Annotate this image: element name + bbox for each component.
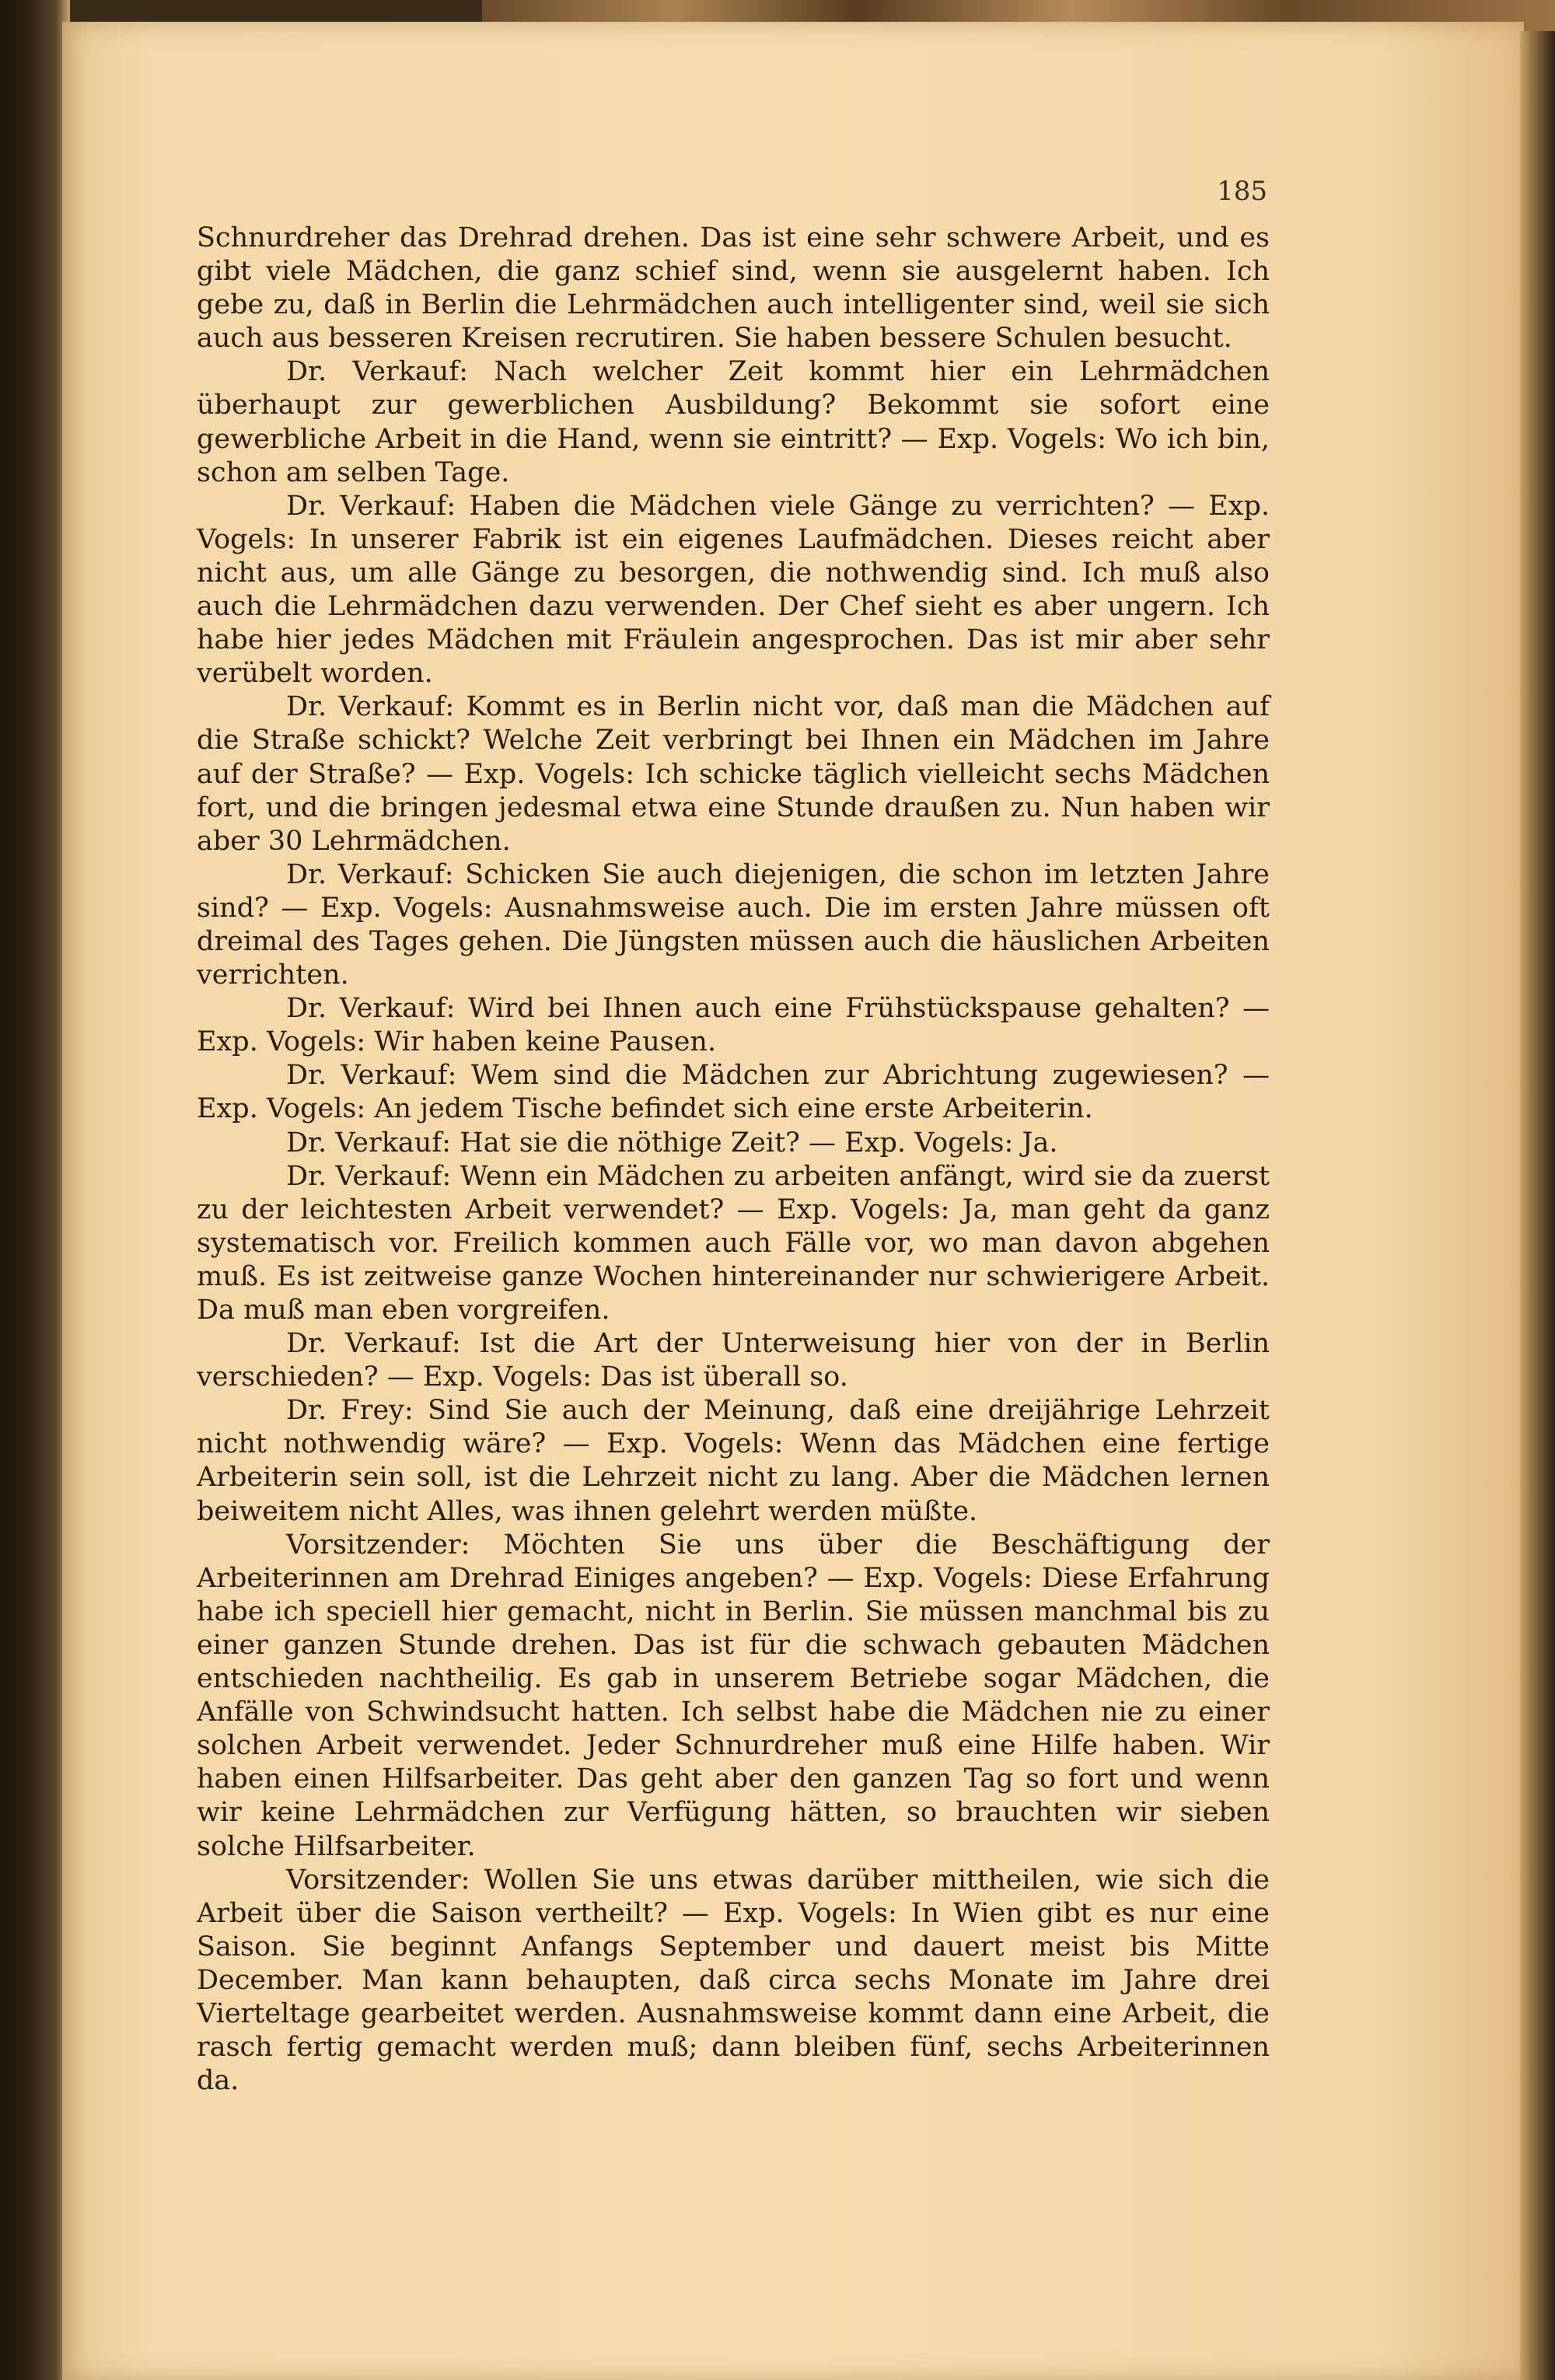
paragraph: Dr. Verkauf: Wenn ein Mädchen zu arbeiten anfängt, wird sie da zuerst zu der leichtesten Arbeit verwendet? — Exp. Vogels: Ja, man geht da ganz systematisch vor. Freilich kommen auch Fälle vor, wo man davon abgehen muß. Es ist zeitweise ganze Wochen hintereinander nur schwierigere Arbeit. Da muß man eben vorgreifen.: [197, 1160, 1270, 1326]
paragraph: Dr. Verkauf: Hat sie die nöthige Zeit? — Exp. Vogels: Ja.: [286, 1127, 1058, 1159]
paragraph: Dr. Verkauf: Haben die Mädchen viele Gänge zu verrichten? — Exp. Vogels: In unserer Fabrik ist ein eigenes Laufmädchen. Dieses reicht aber nicht aus, um alle Gänge zu besorgen, die nothwendig sind. Ich muß also auch die Lehrmädchen dazu verwenden. Der Chef sieht es aber ungern. Ich habe hier jedes Mädchen mit Fräulein angesprochen. Das ist mir aber sehr verübelt worden.: [197, 490, 1270, 690]
paragraph: Vorsitzender: Wollen Sie uns etwas darüber mittheilen, wie sich die Arbeit über die Saison vertheilt? — Exp. Vogels: In Wien gibt es nur eine Saison. Sie beginnt Anfangs September und dauert meist bis Mitte December. Man kann behaupten, daß circa sechs Monate im Jahre drei Vierteltage gearbeitet werden. Ausnahmsweise kommt dann eine Arbeit, die rasch fertig gemacht werden muß; dann bleiben fünf, sechs Arbeiterinnen da.: [197, 1864, 1270, 2097]
paragraph: Dr. Verkauf: Ist die Art der Unterweisung hier von der in Berlin verschieden? — Exp. Vogels: Das ist überall so.: [197, 1328, 1270, 1393]
page-body-text: [197, 222, 1270, 2098]
paragraph: Vorsitzender: Möchten Sie uns über die Beschäftigung der Arbeiterinnen am Drehrad Einiges angeben? — Exp. Vogels: Diese Erfahrung habe ich speciell hier gemacht, nicht in Berlin. Sie müssen manchmal bis zu einer ganzen Stunde drehen. Das ist für die schwach gebauten Mädchen entschieden nachtheilig. Es gab in unserem Betriebe sogar Mädchen, die Anfälle von Schwindsucht hatten. Ich selbst habe die Mädchen nie zu einer solchen Arbeit verwendet. Jeder Schnurdreher muß eine Hilfe haben. Wir haben einen Hilfsarbeiter. Das geht aber den ganzen Tag so fort und wenn wir keine Lehrmädchen zur Verfügung hätten, so brauchten wir sieben solche Hilfsarbeiter.: [197, 1529, 1270, 1862]
paragraph: Dr. Verkauf: Wird bei Ihnen auch eine Frühstückspause gehalten? — Exp. Vogels: Wir haben keine Pausen.: [197, 993, 1270, 1058]
book-binding-left: [0, 0, 70, 2380]
page-number: 185: [1217, 176, 1267, 207]
paragraph: Dr. Frey: Sind Sie auch der Meinung, daß eine dreijährige Lehrzeit nicht nothwendig wäre? — Exp. Vogels: Wenn das Mädchen eine fertige Arbeiterin sein soll, ist die Lehrzeit nicht zu lang. Aber die Mädchen lernen beiweitem nicht Alles, was ihnen gelehrt werden müßte.: [197, 1395, 1270, 1527]
paragraph: Dr. Verkauf: Wem sind die Mädchen zur Abrichtung zugewiesen? — Exp. Vogels: An jedem Tische befindet sich eine erste Arbeiterin.: [197, 1060, 1270, 1125]
paragraph: Dr. Verkauf: Nach welcher Zeit kommt hier ein Lehrmädchen überhaupt zur gewerblichen Ausbildung? Bekommt sie sofort eine gewerbliche Arbeit in die Hand, wenn sie eintritt? — Exp. Vogels: Wo ich bin, schon am selben Tage.: [197, 356, 1270, 488]
paragraph: Schnurdreher das Drehrad drehen. Das ist eine sehr schwere Arbeit, und es gibt viele Mädchen, die ganz schief sind, wenn sie ausgelernt haben. Ich gebe zu, daß in Berlin die Lehrmädchen auch intelligenter sind, weil sie sich auch aus besseren Kreisen recrutiren. Sie haben bessere Schulen besucht.: [197, 222, 1270, 355]
paragraph: Dr. Verkauf: Schicken Sie auch diejenigen, die schon im letzten Jahre sind? — Exp. Vogels: Ausnahmsweise auch. Die im ersten Jahre müssen oft dreimal des Tages gehen. Die Jüngsten müssen auch die häuslichen Arbeiten verrichten.: [197, 858, 1270, 991]
paragraph: Dr. Verkauf: Kommt es in Berlin nicht vor, daß man die Mädchen auf die Straße schickt? Welche Zeit verbringt bei Ihnen ein Mädchen im Jahre auf der Straße? — Exp. Vogels: Ich schicke täglich vielleicht sechs Mädchen fort, und die bringen jedesmal etwa eine Stunde draußen zu. Nun haben wir aber 30 Lehrmädchen.: [197, 691, 1270, 857]
book-page-edge-right: [1520, 31, 1555, 2380]
